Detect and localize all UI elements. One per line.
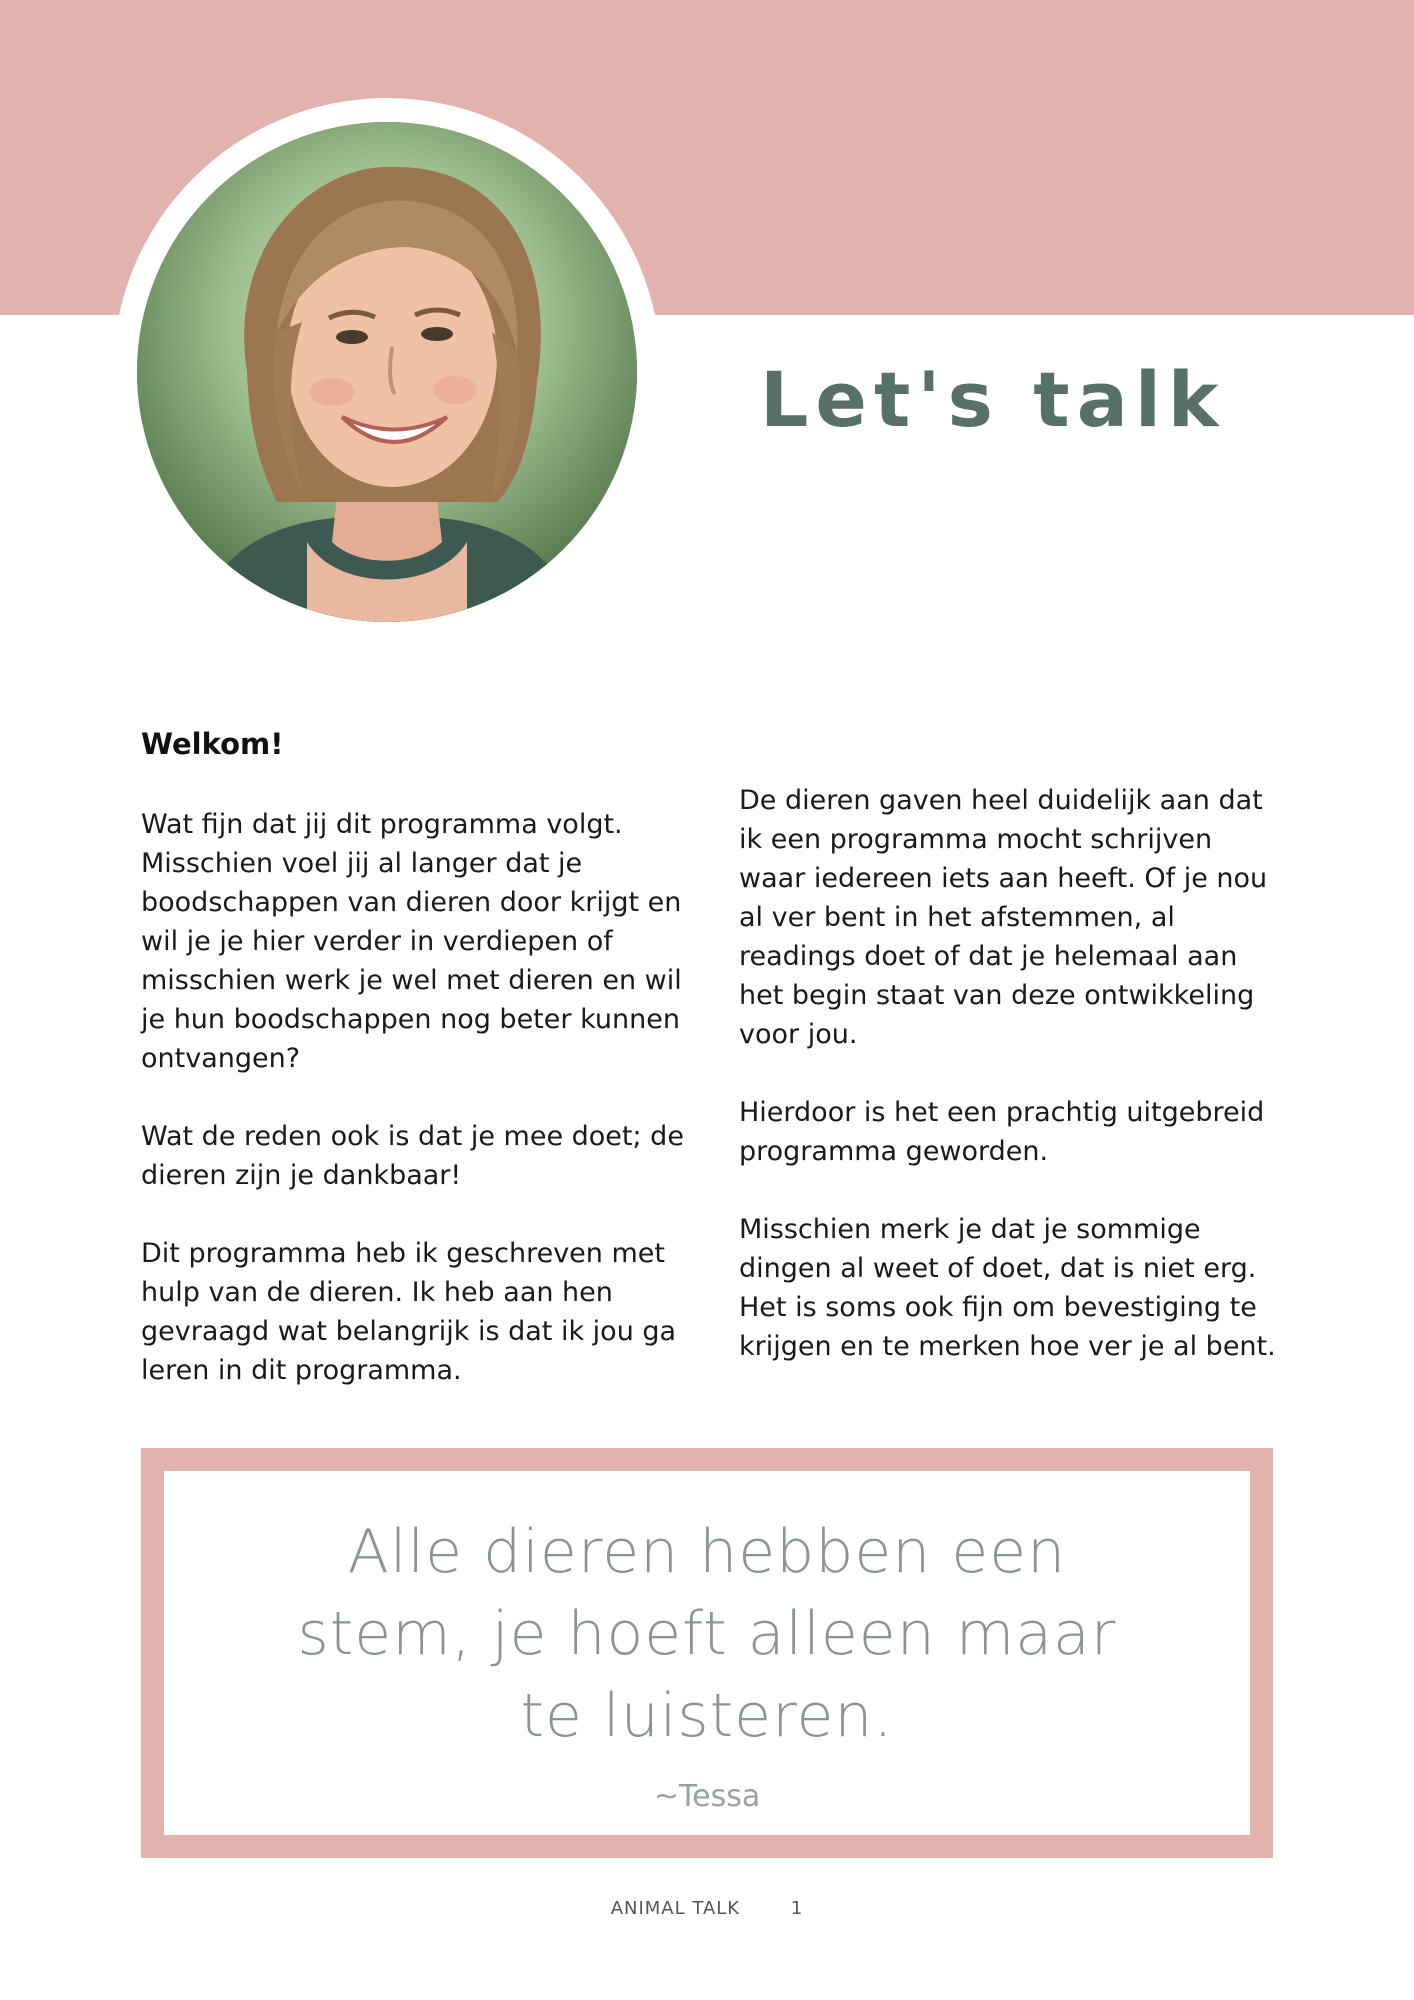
paragraph: Wat de reden ook is dat je mee doet; de dieren zijn je dankbaar! bbox=[141, 1121, 684, 1191]
intro-heading: Welkom! bbox=[141, 727, 284, 761]
paragraph: Wat fijn dat jij dit programma volgt. Misschien voel jij al langer dat je boodschappen van dieren door krijgt en wil je je hier verder in verdiepen of misschien werk je wel met dieren en wil je hun boodschappen nog beter kunnen ontvangen? bbox=[141, 809, 682, 1074]
quote-box bbox=[141, 1448, 1273, 1858]
intro-right-column bbox=[739, 781, 1284, 1405]
intro-left-column bbox=[141, 805, 701, 1429]
portrait-photo bbox=[137, 122, 637, 622]
quote-author: ~Tessa bbox=[653, 1779, 761, 1814]
paragraph: Hierdoor is het een prachtig uitgebreid programma geworden. bbox=[739, 1097, 1265, 1167]
page-title: Let's talk bbox=[760, 355, 1226, 444]
page-number: 1 bbox=[790, 1898, 804, 1919]
paragraph: De dieren gaven heel duidelijk aan dat ik een programma mocht schrijven waar iedereen iets aan heeft. Of je nou al ver bent in het afstemmen, al readings doet of dat je helemaal aan het begin staat van deze ontwikkeling voor jou. bbox=[739, 785, 1268, 1050]
paragraph: Dit programma heb ik geschreven met hulp van de dieren. Ik heb aan hen gevraagd wat belangrijk is dat ik jou ga leren in dit programma. bbox=[141, 1238, 677, 1386]
quote-text: Alle dieren hebben een stem, je hoeft alleen maar te luisteren. bbox=[297, 1517, 1117, 1751]
page-footer bbox=[0, 1898, 1414, 1919]
footer-label: ANIMAL TALK bbox=[610, 1898, 741, 1919]
paragraph: Misschien merk je dat je sommige dingen al weet of doet, dat is niet erg. Het is soms ook fijn om bevestiging te krijgen en te merken hoe ver je al bent. bbox=[739, 1214, 1276, 1362]
portrait-illustration bbox=[137, 122, 637, 622]
